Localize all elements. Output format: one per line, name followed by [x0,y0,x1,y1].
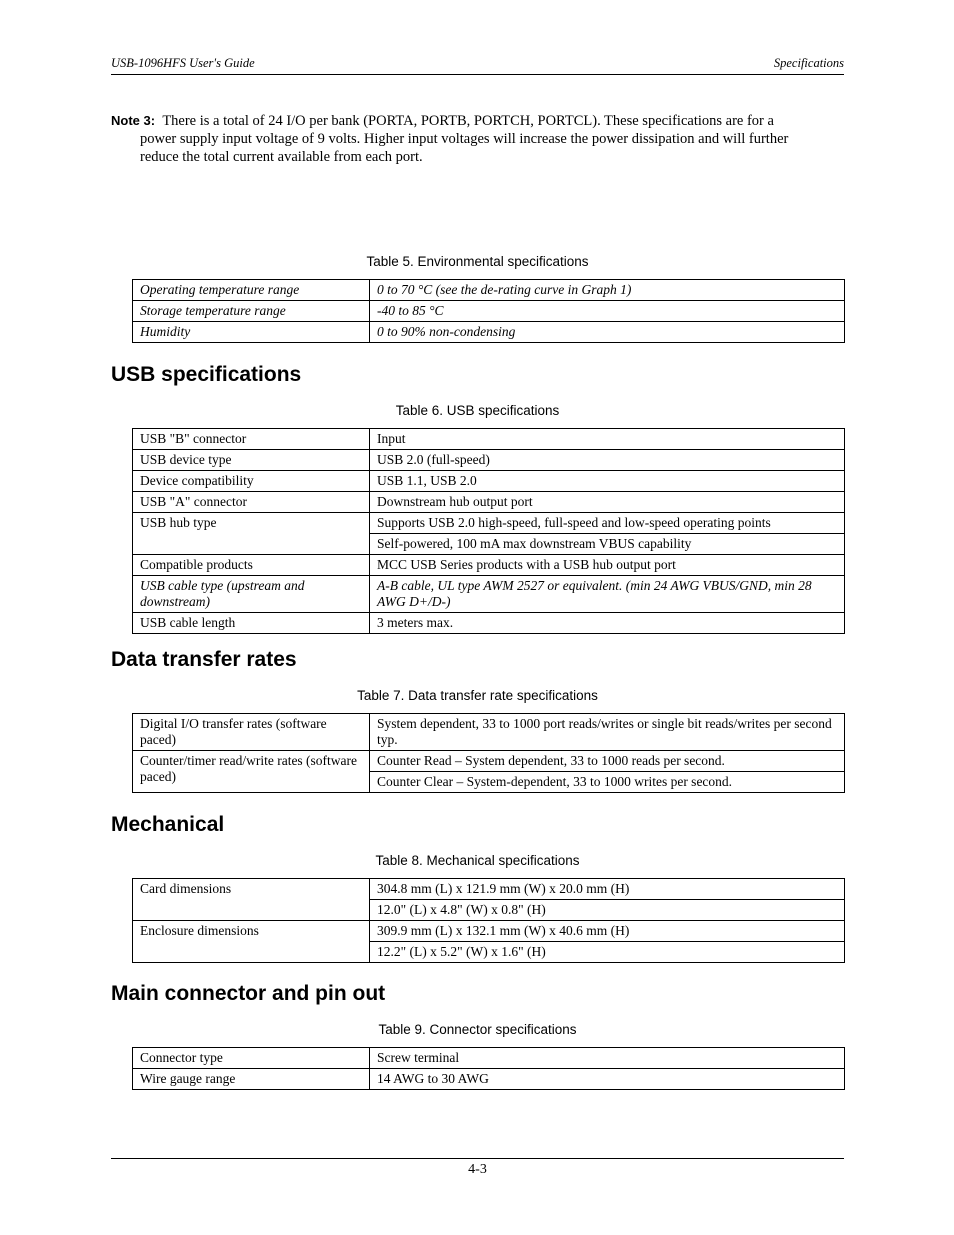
spec-value: A-B cable, UL type AWM 2527 or equivalent. (min 24 AWG VBUS/GND, min 28 AWG D+/D-) [370,576,845,613]
spec-value: Input [370,429,845,450]
note-label: Note 3: [111,113,156,128]
table-row [133,714,845,751]
note-line-3: reduce the total current available from each port. [140,149,423,165]
spec-label: Compatible products [133,555,370,576]
spec-label: USB device type [133,450,370,471]
page-footer [111,1158,844,1178]
spec-label: USB "A" connector [133,492,370,513]
spec-value: USB 1.1, USB 2.0 [370,471,845,492]
table-row [133,429,845,450]
table-row [133,1048,845,1069]
spec-label: USB "B" connector [133,429,370,450]
header-doc-title: USB-1096HFS User's Guide [111,56,255,70]
data-transfer-table [132,713,845,793]
note-line-2: power supply input voltage of 9 volts. Higher input voltages will increase the power dissipation and will further [140,131,789,147]
page-header [111,54,844,75]
usb-heading: USB specifications [111,363,302,386]
spec-label: Humidity [133,322,370,343]
table-row [133,555,845,576]
spec-label: Card dimensions [133,879,370,921]
spec-label: Operating temperature range [133,280,370,301]
connector-heading: Main connector and pin out [111,982,386,1005]
table8-caption: Table 8. Mechanical specifications [375,853,580,868]
table-row [133,450,845,471]
spec-value: Screw terminal [370,1048,845,1069]
note-line-1: There is a total of 24 I/O per bank (PORTA, PORTB, PORTCH, PORTCL). These specifications are for a [162,113,774,129]
table-row [133,280,845,301]
spec-value: Counter Read – System dependent, 33 to 1000 reads per second. [370,751,845,772]
spec-label: USB hub type [133,513,370,555]
spec-label: Device compatibility [133,471,370,492]
table-row [133,492,845,513]
table-row [133,576,845,613]
spec-value: 14 AWG to 30 AWG [370,1069,845,1090]
spec-value: Downstream hub output port [370,492,845,513]
mechanical-heading: Mechanical [111,813,225,836]
spec-label: Storage temperature range [133,301,370,322]
spec-value: 0 to 70 °C (see the de-rating curve in Graph 1) [370,280,845,301]
table-row [133,921,845,942]
table-row [133,322,845,343]
spec-label: USB cable type (upstream and downstream) [133,576,370,613]
header-section-title: Specifications [773,56,844,70]
table-row [133,613,845,634]
connector-specs-table [132,1047,845,1090]
table7-caption: Table 7. Data transfer rate specifications [357,688,598,703]
spec-value: System dependent, 33 to 1000 port reads/writes or single bit reads/writes per second typ. [370,714,845,751]
table-row [133,751,845,772]
spec-value: Counter Clear – System-dependent, 33 to 1000 writes per second. [370,772,845,793]
spec-value: 12.0" (L) x 4.8" (W) x 0.8" (H) [370,900,845,921]
spec-value: 12.2" (L) x 5.2" (W) x 1.6" (H) [370,942,845,963]
environmental-specs-table [132,279,845,343]
mechanical-specs-table [132,878,845,963]
table-row [133,301,845,322]
spec-value: 304.8 mm (L) x 121.9 mm (W) x 20.0 mm (H) [370,879,845,900]
spec-value: 309.9 mm (L) x 132.1 mm (W) x 40.6 mm (H) [370,921,845,942]
spec-label: Enclosure dimensions [133,921,370,963]
data-transfer-heading: Data transfer rates [111,648,297,671]
table-row [133,513,845,534]
page-number: 4-3 [468,1162,487,1177]
spec-value: Supports USB 2.0 high-speed, full-speed and low-speed operating points [370,513,845,534]
spec-label: USB cable length [133,613,370,634]
spec-value: 0 to 90% non-condensing [370,322,845,343]
table6-caption: Table 6. USB specifications [395,403,560,418]
note-3 [111,112,846,166]
spec-label: Digital I/O transfer rates (software paced) [133,714,370,751]
spec-label: Connector type [133,1048,370,1069]
table-row [133,879,845,900]
usb-specs-table [132,428,845,634]
spec-value: MCC USB Series products with a USB hub output port [370,555,845,576]
spec-value: -40 to 85 °C [370,301,845,322]
table-row [133,471,845,492]
spec-value: 3 meters max. [370,613,845,634]
spec-label: Counter/timer read/write rates (software paced) [133,751,370,793]
table9-caption: Table 9. Connector specifications [378,1022,577,1037]
spec-value: Self-powered, 100 mA max downstream VBUS capability [370,534,845,555]
spec-value: USB 2.0 (full-speed) [370,450,845,471]
table5-caption: Table 5. Environmental specifications [366,254,589,269]
table-row [133,1069,845,1090]
spec-label: Wire gauge range [133,1069,370,1090]
